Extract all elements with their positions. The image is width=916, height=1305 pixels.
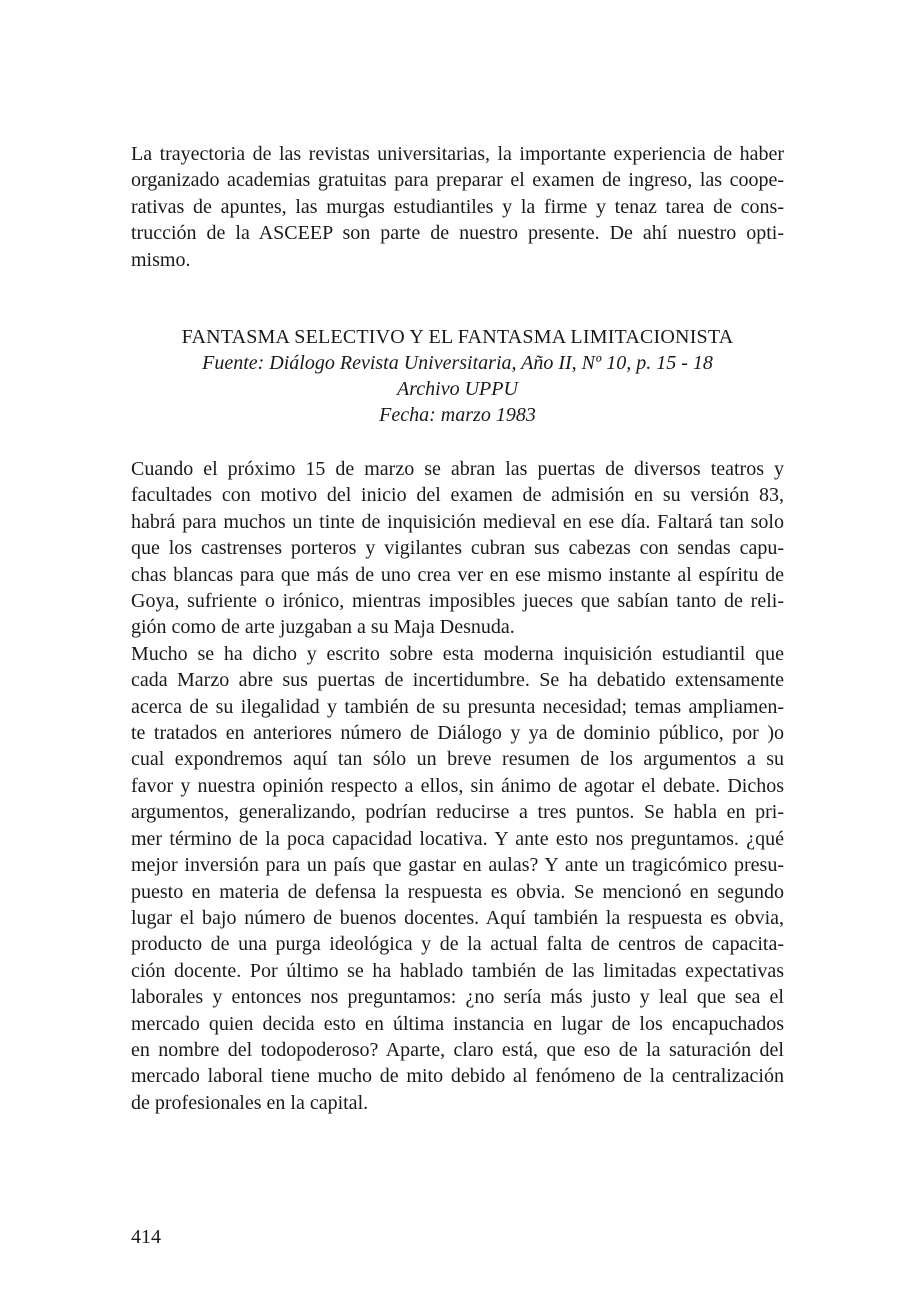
- body-line: favor y nuestra opinión respecto a ellos, sin ánimo de agotar el debate. Dichos: [131, 774, 784, 797]
- page-number: 414: [131, 1226, 161, 1248]
- article-body: [131, 456, 784, 1116]
- body-line: Cuando el próximo 15 de marzo se abran las puertas de diversos teatros y: [131, 458, 784, 480]
- body-line: cual expondremos aquí tan sólo un breve resumen de los argumentos a su: [131, 748, 784, 771]
- body-line: mercado laboral tiene mucho de mito debido al fenómeno de la centralización: [131, 1065, 784, 1088]
- article-title: FANTASMA SELECTIVO Y EL FANTASMA LIMITACIONISTA: [181, 326, 734, 348]
- body-line: Goya, sufriente o irónico, mientras imposibles jueces que sabían tanto de reli-: [131, 590, 784, 613]
- intro-line: organizado academias gratuitas para preparar el examen de ingreso, las coope-: [131, 169, 784, 192]
- body-line: habrá para muchos un tinte de inquisición medieval en ese día. Faltará tan solo: [131, 510, 784, 533]
- body-line: puesto en materia de defensa la respuesta es obvia. Se mencionó en segundo: [131, 880, 784, 903]
- body-line: argumentos, generalizando, podrían reducirse a tres puntos. Se habla en pri-: [131, 801, 784, 824]
- article-source: Fuente: Diálogo Revista Universitaria, Año II, Nº 10, p. 15 - 18: [202, 352, 713, 374]
- body-line: mercado quien decida esto en última instancia en lugar de los encapuchados: [131, 1012, 784, 1035]
- intro-line: rativas de apuntes, las murgas estudiantiles y la firme y tenaz tarea de cons-: [131, 195, 784, 218]
- body-line: de profesionales en la capital.: [131, 1091, 369, 1114]
- intro-line: trucción de la ASCEEP son parte de nuestro presente. De ahí nuestro opti-: [131, 222, 784, 245]
- body-line: producto de una purga ideológica y de la actual falta de centros de capacita-: [131, 933, 784, 956]
- article-heading: [131, 324, 784, 428]
- body-line: en nombre del todopoderoso? Aparte, claro está, que eso de la saturación del: [131, 1038, 784, 1061]
- intro-paragraph: [131, 141, 784, 273]
- body-line: que los castrenses porteros y vigilantes cubran sus cabezas con sendas capu-: [131, 537, 784, 560]
- body-line: lugar el bajo número de buenos docentes. Aquí también la respuesta es obvia,: [131, 906, 784, 929]
- body-line: cada Marzo abre sus puertas de incertidumbre. Se ha debatido extensamente: [131, 669, 784, 692]
- intro-line: mismo.: [131, 248, 191, 271]
- body-line: Mucho se ha dicho y escrito sobre esta moderna inquisición estudiantil que: [131, 642, 784, 665]
- body-line: mer término de la poca capacidad locativa. Y ante esto nos preguntamos. ¿qué: [131, 827, 784, 850]
- body-line: gión como de arte juzgaban a su Maja Desnuda.: [131, 616, 515, 639]
- intro-line: La trayectoria de las revistas universitarias, la importante experiencia de haber: [131, 143, 784, 165]
- body-line: chas blancas para que más de uno crea ver en ese mismo instante al espíritu de: [131, 563, 784, 586]
- body-line: facultades con motivo del inicio del examen de admisión en su versión 83,: [131, 484, 784, 507]
- body-line: laborales y entonces nos preguntamos: ¿no sería más justo y leal que sea el: [131, 986, 784, 1009]
- body-line: acerca de su ilegalidad y también de su presunta necesidad; temas ampliamen-: [131, 695, 784, 718]
- body-line: te tratados en anteriores número de Diálogo y ya de dominio público, por )o: [131, 722, 784, 745]
- body-line: mejor inversión para un país que gastar en aulas? Y ante un tragicómico presu-: [131, 854, 784, 877]
- article-archive: Archivo UPPU: [397, 378, 518, 400]
- article-date: Fecha: marzo 1983: [379, 404, 536, 426]
- body-line: ción docente. Por último se ha hablado también de las limitadas expectativas: [131, 959, 784, 982]
